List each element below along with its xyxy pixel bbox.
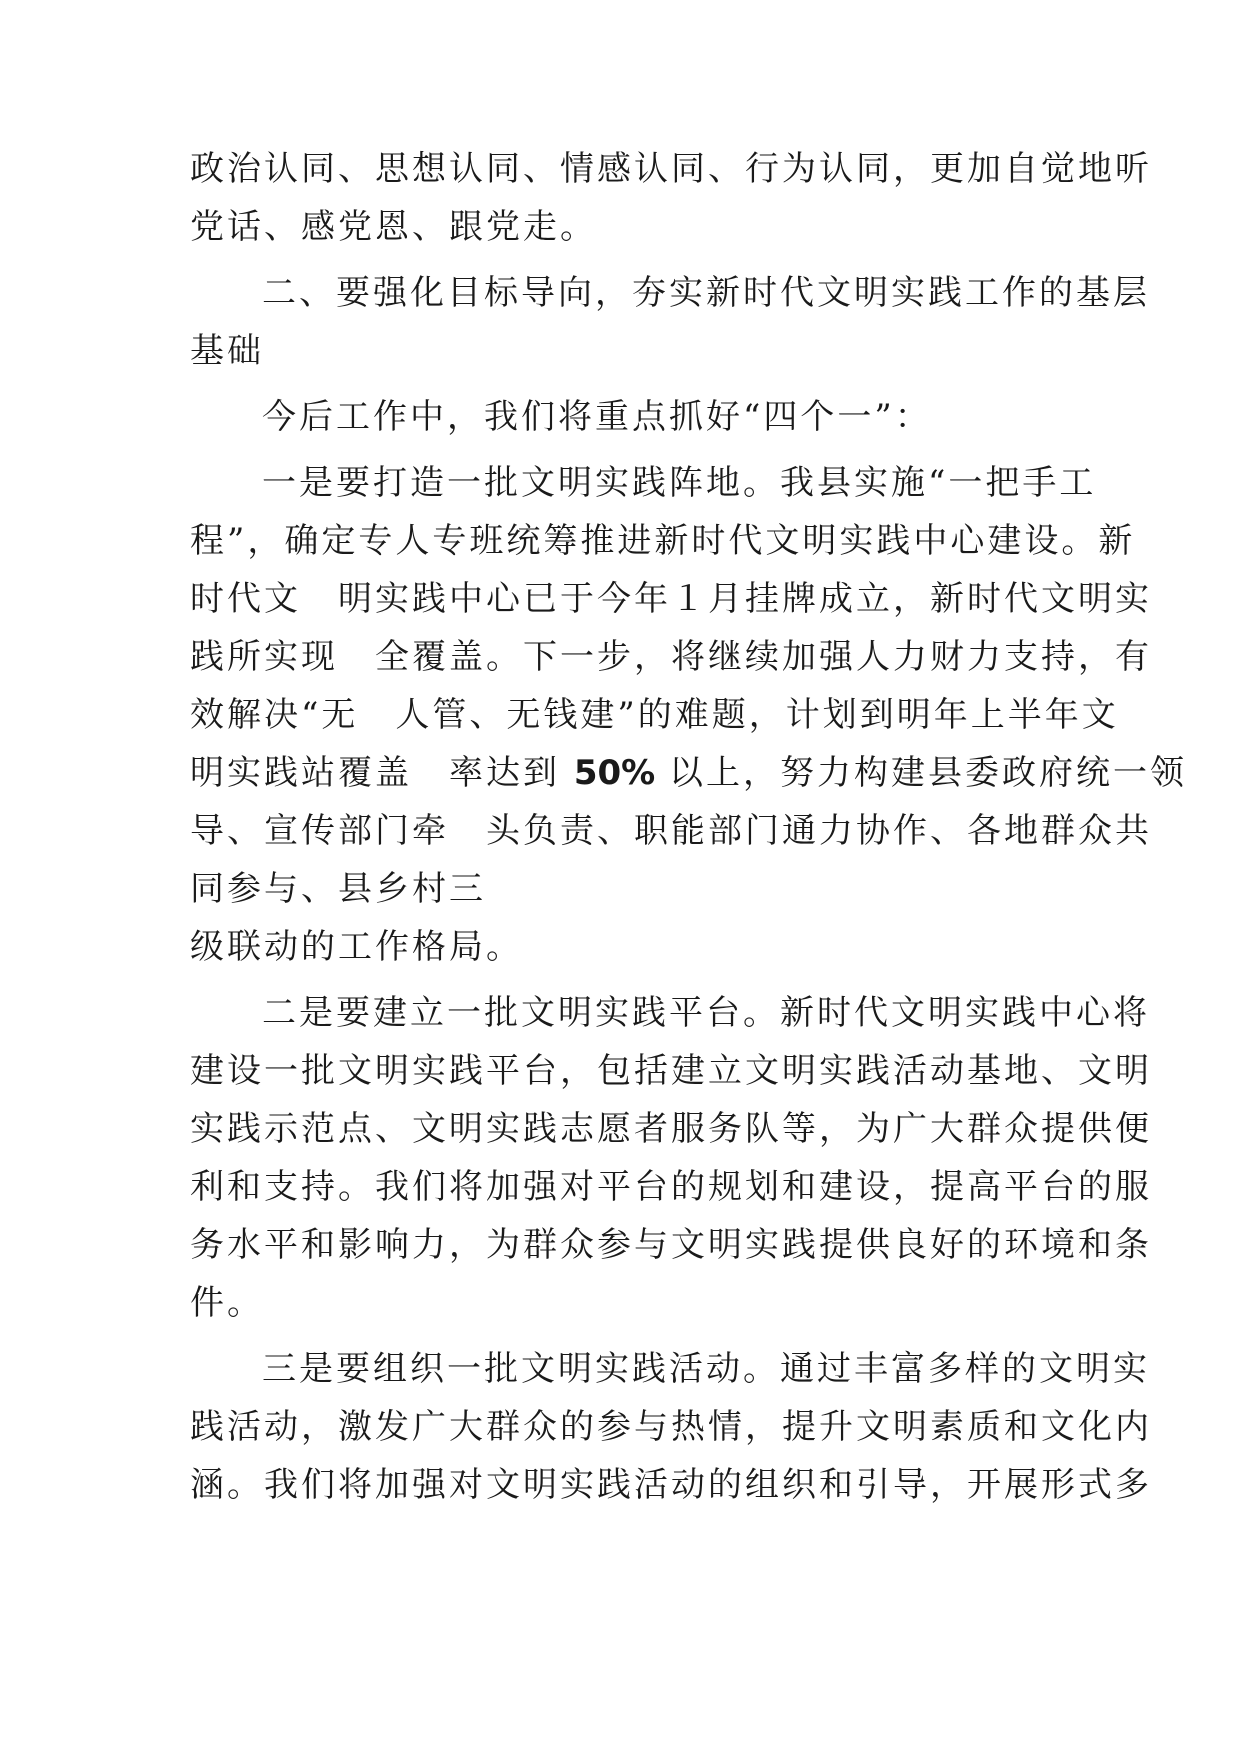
text-line: 件。 [190, 1283, 264, 1323]
text-line: 二是要建立一批文明实践平台。新时代文明实践中心将 [262, 993, 1150, 1033]
text-line: 政治认同、思想认同、情感认同、行为认同，更加自觉地听 [190, 149, 1152, 189]
text-segment: 明实践站覆盖 率达到 [190, 753, 574, 793]
text-line: 今后工作中，我们将重点抓好“四个一”： [262, 397, 932, 437]
text-line: 党话、感党恩、跟党走。 [190, 207, 597, 247]
text-line: 践活动，激发广大群众的参与热情，提升文明素质和文化内 [190, 1407, 1152, 1447]
coverage-percent: 50% [573, 753, 656, 793]
text-line [190, 744, 1188, 802]
text-line: 三是要组织一批文明实践活动。通过丰富多样的文明实 [262, 1349, 1150, 1389]
text-line: 建设一批文明实践平台，包括建立文明实践活动基地、文明 [190, 1051, 1152, 1091]
paragraph-third-point [190, 1340, 1152, 1514]
text-line: 效解决“无 人管、无钱建”的难题，计划到明年上半年文 [190, 695, 1119, 735]
heading-line: 基础 [190, 331, 264, 371]
heading-line: 二、要强化目标导向，夯实新时代文明实践工作的基层 [262, 273, 1150, 313]
text-line: 程”，确定专人专班统筹推进新时代文明实践中心建设。新 [190, 521, 1136, 561]
text-line: 导、宣传部门牵 头负责、职能部门通力协作、各地群众共 [190, 811, 1152, 851]
section-heading-2 [190, 264, 1150, 380]
text-line: 利和支持。我们将加强对平台的规划和建设，提高平台的服 [190, 1167, 1152, 1207]
text-line: 同参与、县乡村三 [190, 869, 486, 909]
text-line: 涵。我们将加强对文明实践活动的组织和引导，开展形式多 [190, 1465, 1152, 1505]
text-line: 时代文 明实践中心已于今年１月挂牌成立，新时代文明实 [190, 579, 1152, 619]
text-line: 践所实现 全覆盖。下一步，将继续加强人力财力支持，有 [190, 637, 1152, 677]
paragraph-second-point [190, 984, 1152, 1332]
text-segment: 以上，努力构建县委政府统一领 [655, 753, 1188, 793]
document-body [190, 140, 1188, 1514]
text-line: 级联动的工作格局。 [190, 927, 523, 967]
text-line: 一是要打造一批文明实践阵地。我县实施“一把手工 [262, 463, 1097, 503]
paragraph-intro [190, 388, 1050, 446]
paragraph-1 [190, 140, 1152, 256]
text-line: 实践示范点、文明实践志愿者服务队等，为广大群众提供便 [190, 1109, 1152, 1149]
text-line: 务水平和影响力，为群众参与文明实践提供良好的环境和条 [190, 1225, 1152, 1265]
paragraph-first-point [190, 454, 1188, 976]
